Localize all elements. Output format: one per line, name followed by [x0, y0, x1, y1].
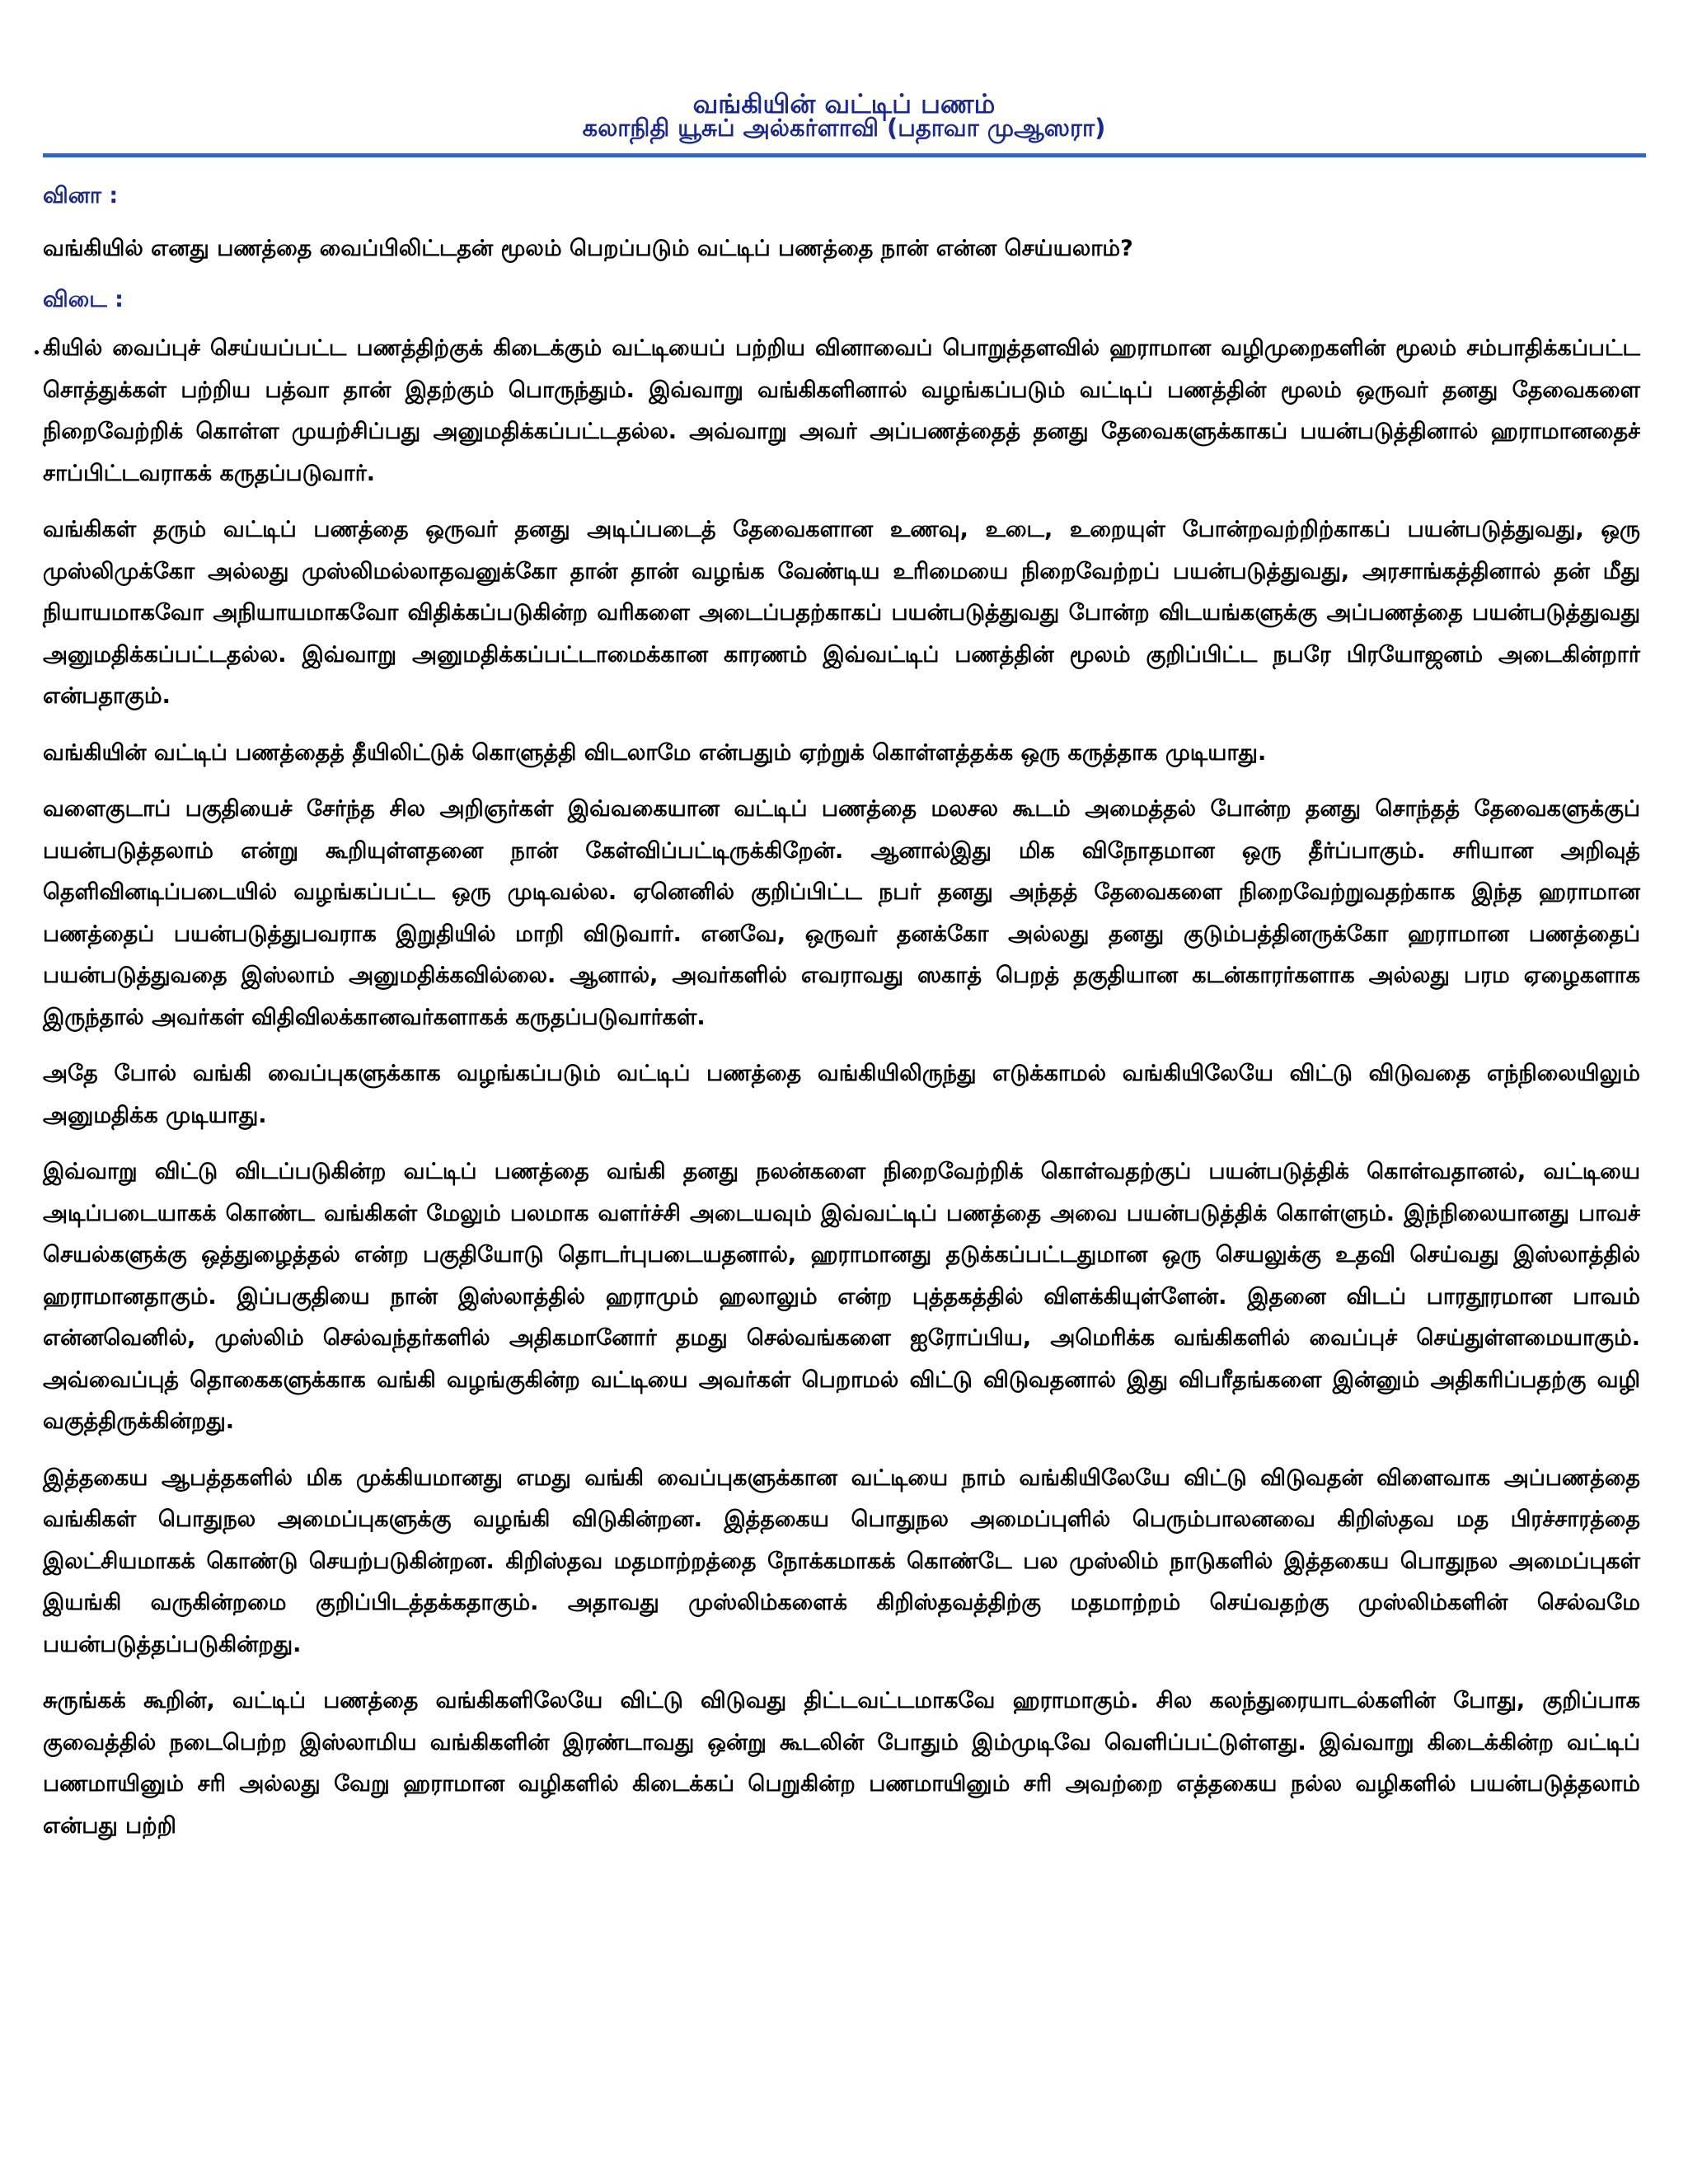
- answer-paragraph: இவ்வாறு விட்டு விடப்படுகின்ற வட்டிப் பணத்தை வங்கி தனது நலன்களை நிறைவேற்றிக் கொள்வதற்குப் பயன்படுத்திக் கொள்வதானல், வட்டியை அடிப்படையாகக் கொண்ட வங்கிகள் மேலும் பலமாக வளர்ச்சி அடையவும் இவ்வட்டிப் பணத்தை அவை பயன்படுத்திக் கொள்ளும். இந்நிலையானது பாவச் செயல்களுக்கு ஒத்துழைத்தல் என்ற பகுதியோடு தொடர்புபடையதனால், ஹராமானது தடுக்கப்பட்டதுமான ஒரு செயலுக்கு உதவி செய்வது இஸ்லாத்தில் ஹராமானதாகும். இப்பகுதியை நான் இஸ்லாத்தில் ஹராமும் ஹலாலும் என்ற புத்தகத்தில் விளக்கியுள்ளேன். இதனை விடப் பாரதூரமான பாவம் என்னவெனில், முஸ்லிம் செல்வந்தர்களில் அதிகமானோர் தமது செல்வங்களை ஐரோப்பிய, அமெரிக்க வங்கிகளில் வைப்புச் செய்துள்ளமையாகும். அவ்வைப்புத் தொகைகளுக்காக வங்கி வழங்குகின்ற வட்டியை அவர்கள் பெறாமல் விட்டு விடுவதனால் இது விபரீதங்களை இன்னும் அதிகரிப்பதற்கு வழி வகுத்திருக்கின்றது.: [43, 1159, 1640, 1434]
- question-text: வங்கியில் எனது பணத்தை வைப்பிலிட்டதன் மூலம் பெறப்படும் வட்டிப் பணத்தை நான் என்ன செய்யலாம்?: [43, 236, 1133, 261]
- document-body: [33, 176, 1640, 1862]
- answer-paragraph: இத்தகைய ஆபத்தகளில் மிக முக்கியமானது எமது வங்கி வைப்புகளுக்கான வட்டியை நாம் வங்கியிலேயே விட்டு விடுவதன் விளைவாக அப்பணத்தை வங்கிகள் பொதுநல அமைப்புகளுக்கு வழங்கி விடுகின்றன. இத்தகைய பொதுநல அமைப்புளில் பெரும்பாலனவை கிறிஸ்தவ மத பிரச்சாரத்தை இலட்சியமாகக் கொண்டு செயற்படுகின்றன. கிறிஸ்தவ மதமாற்றத்தை நோக்கமாகக் கொண்டே பல முஸ்லிம் நாடுகளில் இத்தகைய பொதுநல அமைப்புகள் இயங்கி வருகின்றமை குறிப்பிடத்தக்கதாகும். அதாவது முஸ்லிம்களைக் கிறிஸ்தவத்திற்கு மதமாற்றம் செய்வதற்கு முஸ்லிம்களின் செல்வமே பயன்படுத்தப்படுகின்றது.: [43, 1465, 1640, 1657]
- answer-paragraph: சுருங்கக் கூறின், வட்டிப் பணத்தை வங்கிகளிலேயே விட்டு விடுவது திட்டவட்டமாகவே ஹராமாகும். சில கலந்துரையாடல்களின் போது, குறிப்பாக குவைத்தில் நடைபெற்ற இஸ்லாமிய வங்கிகளின் இரண்டாவது ஒன்று கூடலின் போதும் இம்முடிவே வெளிப்பட்டுள்ளது. இவ்வாறு கிடைக்கின்ற வட்டிப் பணமாயினும் சரி அல்லது வேறு ஹராமான வழிகளில் கிடைக்கப் பெறுகின்ற பணமாயினும் சரி அவற்றை எத்தகைய நல்ல வழிகளில் பயன்படுத்தலாம் என்பது பற்றி: [43, 1688, 1640, 1839]
- answer-paragraph: வளைகுடாப் பகுதியைச் சேர்ந்த சில அறிஞர்கள் இவ்வகையான வட்டிப் பணத்தை மலசல கூடம் அமைத்தல் போன்ற தனது சொந்தத் தேவைகளுக்குப் பயன்படுத்தலாம் என்று கூறியுள்ளதனை நான் கேள்விப்பட்டிருக்கிறேன். ஆனால்இது மிக விநோதமான ஒரு தீர்ப்பாகும். சரியான அறிவுத் தெளிவினடிப்படையில் வழங்கப்பட்ட ஒரு முடிவல்ல. ஏனெனில் குறிப்பிட்ட நபர் தனது அந்தத் தேவைகளை நிறைவேற்றுவதற்காக இந்த ஹராமான பணத்தைப் பயன்படுத்துபவராக இறுதியில் மாறி விடுவார். எனவே, ஒருவர் தனக்கோ அல்லது தனது குடும்பத்தினருக்கோ ஹராமான பணத்தைப் பயன்படுத்துவதை இஸ்லாம் அனுமதிக்கவில்லை. ஆனால், அவர்களில் எவராவது ஸகாத் பெறத் தகுதியான கடன்காரர்களாக அல்லது பரம ஏழைகளாக இருந்தால் அவர்கள் விதிவிலக்கானவர்களாகக் கருதப்படுவார்கள்.: [43, 796, 1640, 1030]
- header-divider: [43, 153, 1646, 157]
- paragraph-text: கியில் வைப்புச் செய்யப்பட்ட பணத்திற்குக் கிடைக்கும் வட்டியைப் பற்றிய வினாவைப் பொறுத்தளவில் ஹராமான வழிமுறைகளின் மூலம் சம்பாதிக்கப்பட்ட சொத்துக்கள் பற்றிய பத்வா தான் இதற்கும் பொருந்தும். இவ்வாறு வங்கிகளினால் வழங்கப்படும் வட்டிப் பணத்தின் மூலம் ஒருவர் தனது தேவைகளை நிறைவேற்றிக் கொள்ள முயற்சிப்பது அனுமதிக்கப்பட்டதல்ல. அவ்வாறு அவர் அப்பணத்தைத் தனது தேவைகளுக்காகப் பயன்படுத்தினால் ஹராமானதைச் சாப்பிட்டவராகக் கருதப்படுவார்.: [43, 335, 1640, 486]
- answer-paragraph: வங்கிகள் தரும் வட்டிப் பணத்தை ஒருவர் தனது அடிப்படைத் தேவைகளான உணவு, உடை, உறையுள் போன்றவற்றிற்காகப் பயன்படுத்துவது, ஒரு முஸ்லிமுக்கோ அல்லது முஸ்லிமல்லாதவனுக்கோ தான் தான் வழங்க வேண்டிய உரிமையை நிறைவேற்றப் பயன்படுத்துவது, அரசாங்கத்தினால் தன் மீது நியாயமாகவோ அநியாயமாகவோ விதிக்கப்படுகின்ற வரிகளை அடைப்பதற்காகப் பயன்படுத்துவது போன்ற விடயங்களுக்கு அப்பணத்தை பயன்படுத்துவது அனுமதிக்கப்பட்டதல்ல. இவ்வாறு அனுமதிக்கப்பட்டாமைக்கான காரணம் இவ்வட்டிப் பணத்தின் மூலம் குறிப்பிட்ட நபரே பிரயோஜனம் அடைகின்றார் என்பதாகும்.: [43, 517, 1640, 709]
- page-title: வங்கியின் வட்டிப் பணம்: [692, 88, 996, 120]
- question-label: வினா :: [43, 183, 119, 209]
- author-subtitle: கலாநிதி யூசுப் அல்கர்ளாவி (பதாவா முஆஸரா): [582, 114, 1106, 142]
- answer-paragraph: [33, 328, 1640, 494]
- answer-paragraph: அதே போல் வங்கி வைப்புகளுக்காக வழங்கப்படும் வட்டிப் பணத்தை வங்கியிலிருந்து எடுக்காமல் வங்கியிலேயே விட்டு விடுவதை எந்நிலையிலும் அனுமதிக்க முடியாது.: [43, 1061, 1640, 1128]
- bullet-mark: •: [33, 347, 40, 360]
- answer-label: விடை :: [43, 287, 124, 312]
- document-header: [0, 89, 1688, 142]
- answer-paragraph: வங்கியின் வட்டிப் பணத்தைத் தீயிலிட்டுக் கொளுத்தி விடலாமே என்பதும் ஏற்றுக் கொள்ளத்தக்க ஒரு கருத்தாக முடியாது.: [43, 739, 1267, 766]
